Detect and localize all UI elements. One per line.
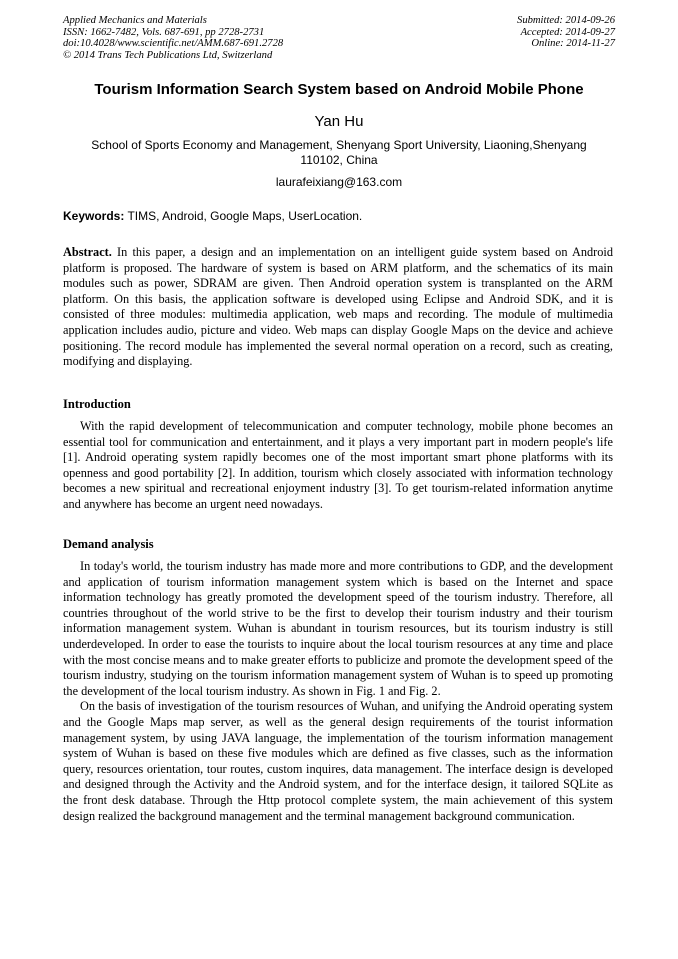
accepted-date: Accepted: 2014-09-27	[520, 26, 615, 38]
demand-analysis-heading: Demand analysis	[63, 537, 154, 551]
abstract-text: In this paper, a design and an implementation on an intelligent guide system based on Android platform is proposed. The hardware of system is based on ARM platform, and the schematics of its main modules such as power, SDRAM are given. Then Android operation system is transplanted on the ARM platform. On this basis, the application software is developed using Eclipse and Android SDK, and it is consisted of three modules: multimedia application, web maps and recording. The module of multimedia application includes audio, picture and video. Web maps can display Google Maps on the device and achieve positioning. The record module has implemented the several normal operation on a record, such as creating, modifying and displaying.	[63, 245, 613, 369]
online-date: Online: 2014-11-27	[531, 38, 615, 49]
keywords	[63, 209, 615, 223]
copyright-line: © 2014 Trans Tech Publications Ltd, Switzerland	[63, 49, 273, 61]
header-right	[517, 15, 615, 50]
doi-line: doi:10.4028/www.scientific.net/AMM.687-691.2728	[63, 38, 284, 49]
keywords-label: Keywords:	[63, 209, 125, 223]
demand-paragraph-2: On the basis of investigation of the tourism resources of Wuhan, and unifying the Android operating system and the Google Maps map server, as well as the general design requirements of the tourist information management system, by using JAVA language, the implementation of the tourism information management system of Wuhan is based on these five modules which are defined as five classes, such as the information query, resources orientation, tour routes, custom inquires, data management. The interface design is developed and designed through the Activity and the Android system, and for the interface design, it tailored SQLite as the front desk database. Through the Http protocol complete system, the main achievement of this system design realized the background management and the terminal management background communication.	[63, 699, 613, 823]
abstract-label: Abstract.	[63, 245, 112, 259]
demand-paragraph-1: In today's world, the tourism industry has made more and more contributions to GDP, and the development and application of tourism information management system which is based on the Internet and space information technology has greatly promoted the development speed of the tourism industry. Therefore, all countries throughout of the world strive to be the first to develop their tourism industry and their tourism information management system. Wuhan is abundant in tourism resources, but its tourism industry is still underdeveloped. In order to ease the tourists to inquire about the local tourism resources at any time and place with the most concise means and to make greater efforts to publicize and promote the development speed of the tourism industry, studying on the tourism information management system of Wuhan is to speed up promoting the development of the local tourism industry. As shown in Fig. 1 and Fig. 2.	[63, 559, 613, 698]
affiliation-line-2: 110102, China	[300, 153, 378, 167]
paper-title: Tourism Information Search System based on Android Mobile Phone	[94, 81, 584, 98]
abstract	[63, 245, 613, 370]
introduction-section	[63, 419, 613, 513]
journal-name: Applied Mechanics and Materials	[63, 15, 207, 26]
submitted-date: Submitted: 2014-09-26	[517, 15, 615, 26]
introduction-heading: Introduction	[63, 397, 131, 411]
affiliation	[70, 138, 608, 168]
header-left	[63, 15, 283, 61]
author-email: laurafeixiang@163.com	[275, 175, 403, 189]
issn-line: ISSN: 1662-7482, Vols. 687-691, pp 2728-2731	[63, 26, 265, 38]
demand-analysis-section	[63, 559, 613, 824]
keywords-text: TIMS, Android, Google Maps, UserLocation.	[124, 209, 363, 223]
affiliation-line-1: School of Sports Economy and Management, Shenyang Sport University, Liaoning,Shenyang	[91, 138, 587, 152]
introduction-paragraph: With the rapid development of telecommunication and computer technology, mobile phone becomes an essential tool for communication and entertainment, and it plays a very important part in modern people's life [1]. Android operating system rapidly becomes one of the most important smart phone platforms with its openness and good portability [2]. In addition, tourism which closely associated with information technology becomes a new spiritual and recreational enjoyment industry [3]. To get tourism-related information anytime and anywhere has become an urgent need nowadays.	[63, 419, 613, 511]
author-name: Yan Hu	[314, 113, 364, 130]
